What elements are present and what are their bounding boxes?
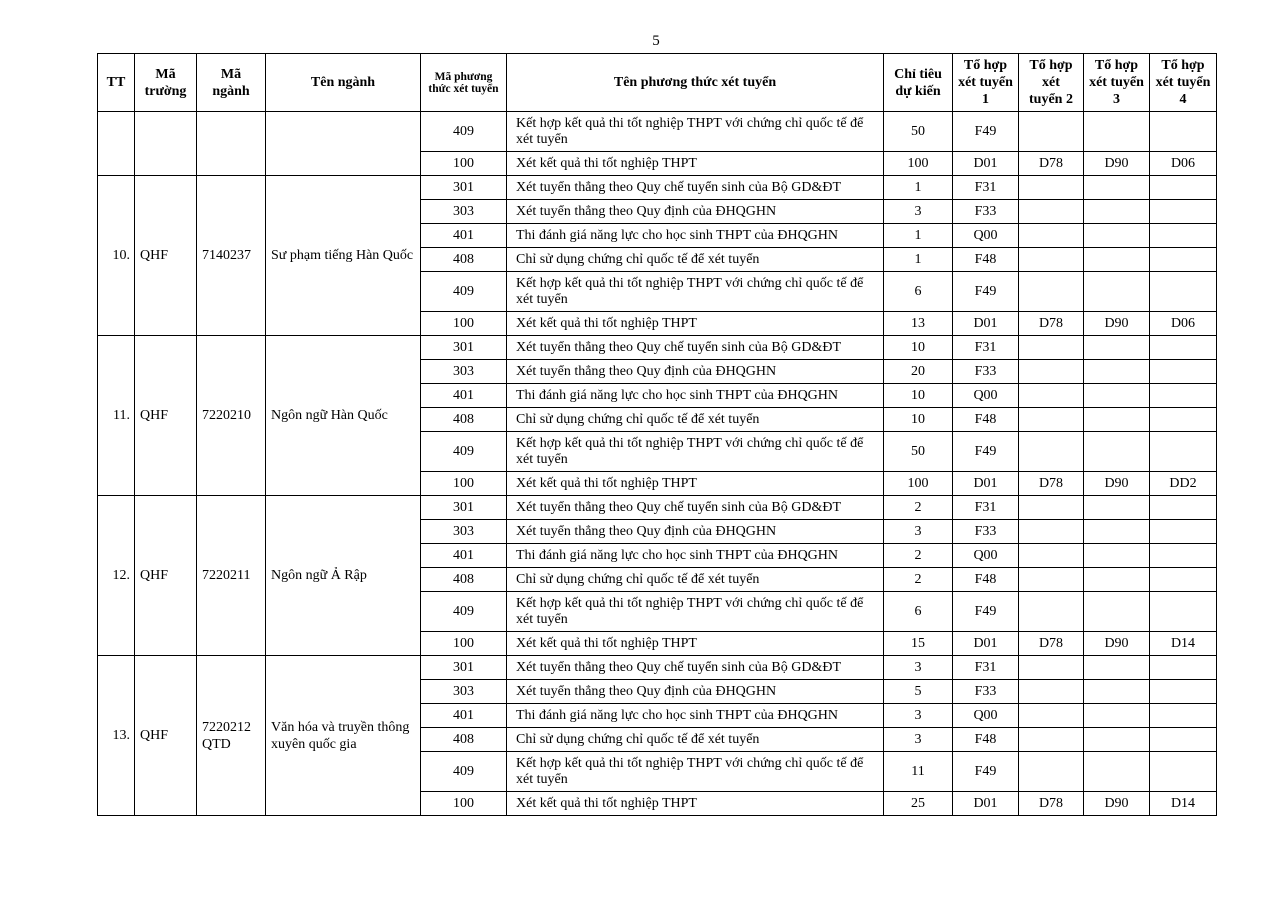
cell-to-hop-2 bbox=[1019, 224, 1084, 248]
cell-ten-phuong-thuc: Thi đánh giá năng lực cho học sinh THPT của ĐHQGHN bbox=[507, 384, 884, 408]
cell-to-hop-2 bbox=[1019, 752, 1084, 792]
cell-ma-phuong-thuc: 409 bbox=[421, 432, 507, 472]
cell-to-hop-1: F49 bbox=[953, 752, 1019, 792]
cell-to-hop-4 bbox=[1150, 408, 1217, 432]
cell-to-hop-2 bbox=[1019, 568, 1084, 592]
cell-to-hop-1: F31 bbox=[953, 656, 1019, 680]
cell-ten-phuong-thuc: Xét tuyển thẳng theo Quy chế tuyển sinh của Bộ GD&ĐT bbox=[507, 656, 884, 680]
cell-ten-phuong-thuc: Xét kết quả thi tốt nghiệp THPT bbox=[507, 792, 884, 816]
cell-to-hop-4 bbox=[1150, 568, 1217, 592]
header-ma-nganh: Mã ngành bbox=[197, 54, 266, 112]
cell-ma-phuong-thuc: 401 bbox=[421, 544, 507, 568]
cell-ten-phuong-thuc: Kết hợp kết quả thi tốt nghiệp THPT với chứng chỉ quốc tế để xét tuyển bbox=[507, 592, 884, 632]
cell-to-hop-4: D14 bbox=[1150, 792, 1217, 816]
cell-to-hop-1: F49 bbox=[953, 112, 1019, 152]
cell-to-hop-1: F31 bbox=[953, 176, 1019, 200]
cell-to-hop-2 bbox=[1019, 544, 1084, 568]
header-tt: TT bbox=[98, 54, 135, 112]
cell-chi-tieu: 50 bbox=[884, 112, 953, 152]
cell-to-hop-4 bbox=[1150, 360, 1217, 384]
cell-to-hop-4 bbox=[1150, 656, 1217, 680]
cell-to-hop-1: F33 bbox=[953, 520, 1019, 544]
cell-ma-truong: QHF bbox=[135, 656, 197, 816]
cell-ten-phuong-thuc: Chỉ sử dụng chứng chỉ quốc tế để xét tuyển bbox=[507, 248, 884, 272]
cell-tt: 10. bbox=[98, 176, 135, 336]
cell-to-hop-1: D01 bbox=[953, 632, 1019, 656]
cell-to-hop-1: F48 bbox=[953, 728, 1019, 752]
cell-tt: 12. bbox=[98, 496, 135, 656]
cell-to-hop-3: D90 bbox=[1084, 312, 1150, 336]
cell-ma-nganh: 7140237 bbox=[197, 176, 266, 336]
cell-chi-tieu: 5 bbox=[884, 680, 953, 704]
cell-ten-phuong-thuc: Thi đánh giá năng lực cho học sinh THPT của ĐHQGHN bbox=[507, 704, 884, 728]
cell-ma-truong: QHF bbox=[135, 176, 197, 336]
cell-ma-nganh: 7220210 bbox=[197, 336, 266, 496]
cell-ma-phuong-thuc: 301 bbox=[421, 336, 507, 360]
cell-to-hop-1: F48 bbox=[953, 408, 1019, 432]
cell-ma-truong bbox=[135, 112, 197, 176]
cell-to-hop-4 bbox=[1150, 752, 1217, 792]
table-row bbox=[98, 656, 1217, 680]
cell-to-hop-2 bbox=[1019, 704, 1084, 728]
cell-to-hop-2 bbox=[1019, 496, 1084, 520]
cell-to-hop-4 bbox=[1150, 520, 1217, 544]
cell-ten-nganh: Văn hóa và truyền thông xuyên quốc gia bbox=[266, 656, 421, 816]
cell-to-hop-3 bbox=[1084, 752, 1150, 792]
cell-ten-phuong-thuc: Kết hợp kết quả thi tốt nghiệp THPT với chứng chỉ quốc tế để xét tuyển bbox=[507, 752, 884, 792]
cell-ten-phuong-thuc: Chỉ sử dụng chứng chỉ quốc tế để xét tuyển bbox=[507, 408, 884, 432]
cell-ten-phuong-thuc: Xét tuyển thẳng theo Quy định của ĐHQGHN bbox=[507, 520, 884, 544]
cell-ten-phuong-thuc: Kết hợp kết quả thi tốt nghiệp THPT với chứng chỉ quốc tế để xét tuyển bbox=[507, 112, 884, 152]
cell-to-hop-4 bbox=[1150, 200, 1217, 224]
cell-chi-tieu: 10 bbox=[884, 384, 953, 408]
cell-to-hop-4 bbox=[1150, 272, 1217, 312]
cell-ma-phuong-thuc: 409 bbox=[421, 112, 507, 152]
cell-tt: 13. bbox=[98, 656, 135, 816]
cell-ma-phuong-thuc: 100 bbox=[421, 632, 507, 656]
cell-ten-phuong-thuc: Xét kết quả thi tốt nghiệp THPT bbox=[507, 472, 884, 496]
cell-to-hop-4 bbox=[1150, 176, 1217, 200]
cell-ma-phuong-thuc: 100 bbox=[421, 472, 507, 496]
cell-ma-phuong-thuc: 408 bbox=[421, 248, 507, 272]
cell-tt: 11. bbox=[98, 336, 135, 496]
cell-to-hop-1: D01 bbox=[953, 792, 1019, 816]
cell-chi-tieu: 3 bbox=[884, 200, 953, 224]
cell-to-hop-1: F31 bbox=[953, 336, 1019, 360]
table-row bbox=[98, 112, 1217, 152]
cell-ma-nganh: 7220212 QTD bbox=[197, 656, 266, 816]
cell-ten-phuong-thuc: Xét tuyển thẳng theo Quy chế tuyển sinh của Bộ GD&ĐT bbox=[507, 336, 884, 360]
cell-ma-phuong-thuc: 301 bbox=[421, 656, 507, 680]
cell-to-hop-3 bbox=[1084, 200, 1150, 224]
cell-to-hop-4 bbox=[1150, 704, 1217, 728]
cell-ten-phuong-thuc: Xét kết quả thi tốt nghiệp THPT bbox=[507, 312, 884, 336]
cell-ma-phuong-thuc: 409 bbox=[421, 592, 507, 632]
cell-chi-tieu: 2 bbox=[884, 544, 953, 568]
cell-ma-phuong-thuc: 301 bbox=[421, 176, 507, 200]
header-ma-phuong-thuc: Mã phương thức xét tuyển bbox=[421, 54, 507, 112]
cell-to-hop-2: D78 bbox=[1019, 632, 1084, 656]
cell-to-hop-1: F33 bbox=[953, 680, 1019, 704]
cell-to-hop-3 bbox=[1084, 592, 1150, 632]
cell-ma-phuong-thuc: 303 bbox=[421, 360, 507, 384]
cell-ma-phuong-thuc: 408 bbox=[421, 568, 507, 592]
header-ten-phuong-thuc: Tên phương thức xét tuyển bbox=[507, 54, 884, 112]
cell-to-hop-3 bbox=[1084, 568, 1150, 592]
cell-to-hop-2 bbox=[1019, 336, 1084, 360]
cell-ma-phuong-thuc: 100 bbox=[421, 152, 507, 176]
cell-to-hop-3 bbox=[1084, 704, 1150, 728]
page-number: 5 bbox=[652, 33, 660, 49]
cell-ten-phuong-thuc: Xét kết quả thi tốt nghiệp THPT bbox=[507, 152, 884, 176]
cell-to-hop-3 bbox=[1084, 176, 1150, 200]
cell-tt bbox=[98, 112, 135, 176]
cell-to-hop-3 bbox=[1084, 248, 1150, 272]
cell-to-hop-4 bbox=[1150, 728, 1217, 752]
table-row bbox=[98, 496, 1217, 520]
cell-ten-phuong-thuc: Xét kết quả thi tốt nghiệp THPT bbox=[507, 632, 884, 656]
cell-chi-tieu: 10 bbox=[884, 408, 953, 432]
cell-ma-phuong-thuc: 100 bbox=[421, 792, 507, 816]
cell-ten-phuong-thuc: Xét tuyển thẳng theo Quy định của ĐHQGHN bbox=[507, 680, 884, 704]
header-ten-nganh: Tên ngành bbox=[266, 54, 421, 112]
header-to-hop-3: Tổ hợp xét tuyển 3 bbox=[1084, 54, 1150, 112]
cell-ten-phuong-thuc: Xét tuyển thẳng theo Quy chế tuyển sinh của Bộ GD&ĐT bbox=[507, 176, 884, 200]
cell-to-hop-3 bbox=[1084, 432, 1150, 472]
cell-to-hop-3 bbox=[1084, 112, 1150, 152]
cell-to-hop-1: Q00 bbox=[953, 544, 1019, 568]
cell-to-hop-3 bbox=[1084, 656, 1150, 680]
header-to-hop-4: Tổ hợp xét tuyển 4 bbox=[1150, 54, 1217, 112]
cell-to-hop-3 bbox=[1084, 272, 1150, 312]
cell-to-hop-1: F49 bbox=[953, 432, 1019, 472]
cell-to-hop-3 bbox=[1084, 408, 1150, 432]
cell-chi-tieu: 3 bbox=[884, 704, 953, 728]
cell-ten-phuong-thuc: Xét tuyển thẳng theo Quy chế tuyển sinh của Bộ GD&ĐT bbox=[507, 496, 884, 520]
cell-ten-phuong-thuc: Xét tuyển thẳng theo Quy định của ĐHQGHN bbox=[507, 200, 884, 224]
cell-chi-tieu: 6 bbox=[884, 272, 953, 312]
cell-to-hop-4 bbox=[1150, 248, 1217, 272]
cell-chi-tieu: 3 bbox=[884, 520, 953, 544]
cell-to-hop-1: F33 bbox=[953, 200, 1019, 224]
cell-chi-tieu: 1 bbox=[884, 248, 953, 272]
cell-to-hop-1: D01 bbox=[953, 472, 1019, 496]
cell-to-hop-4 bbox=[1150, 336, 1217, 360]
cell-ten-phuong-thuc: Thi đánh giá năng lực cho học sinh THPT của ĐHQGHN bbox=[507, 544, 884, 568]
cell-chi-tieu: 100 bbox=[884, 472, 953, 496]
cell-chi-tieu: 2 bbox=[884, 568, 953, 592]
header-ma-truong: Mã trường bbox=[135, 54, 197, 112]
cell-to-hop-2 bbox=[1019, 248, 1084, 272]
cell-ma-phuong-thuc: 401 bbox=[421, 384, 507, 408]
cell-chi-tieu: 15 bbox=[884, 632, 953, 656]
cell-ma-truong: QHF bbox=[135, 336, 197, 496]
cell-chi-tieu: 1 bbox=[884, 224, 953, 248]
cell-chi-tieu: 10 bbox=[884, 336, 953, 360]
cell-to-hop-2: D78 bbox=[1019, 472, 1084, 496]
cell-ten-phuong-thuc: Chỉ sử dụng chứng chỉ quốc tế để xét tuyển bbox=[507, 728, 884, 752]
cell-chi-tieu: 3 bbox=[884, 728, 953, 752]
admission-table bbox=[97, 53, 1217, 816]
cell-to-hop-4: DD2 bbox=[1150, 472, 1217, 496]
cell-ten-nganh: Ngôn ngữ Hàn Quốc bbox=[266, 336, 421, 496]
cell-to-hop-1: F33 bbox=[953, 360, 1019, 384]
cell-ten-nganh: Sư phạm tiếng Hàn Quốc bbox=[266, 176, 421, 336]
cell-ma-nganh bbox=[197, 112, 266, 176]
cell-to-hop-1: F49 bbox=[953, 272, 1019, 312]
cell-chi-tieu: 100 bbox=[884, 152, 953, 176]
cell-ten-nganh: Ngôn ngữ Ả Rập bbox=[266, 496, 421, 656]
cell-to-hop-2 bbox=[1019, 200, 1084, 224]
cell-ma-phuong-thuc: 408 bbox=[421, 408, 507, 432]
cell-to-hop-1: D01 bbox=[953, 152, 1019, 176]
cell-chi-tieu: 11 bbox=[884, 752, 953, 792]
cell-ten-phuong-thuc: Thi đánh giá năng lực cho học sinh THPT của ĐHQGHN bbox=[507, 224, 884, 248]
cell-to-hop-3 bbox=[1084, 520, 1150, 544]
cell-to-hop-1: F48 bbox=[953, 568, 1019, 592]
cell-ma-phuong-thuc: 303 bbox=[421, 200, 507, 224]
cell-ma-phuong-thuc: 401 bbox=[421, 704, 507, 728]
header-to-hop-1: Tổ hợp xét tuyển 1 bbox=[953, 54, 1019, 112]
cell-to-hop-1: Q00 bbox=[953, 224, 1019, 248]
cell-to-hop-2 bbox=[1019, 592, 1084, 632]
cell-to-hop-4 bbox=[1150, 544, 1217, 568]
table-row bbox=[98, 336, 1217, 360]
cell-chi-tieu: 20 bbox=[884, 360, 953, 384]
cell-to-hop-4 bbox=[1150, 496, 1217, 520]
cell-chi-tieu: 3 bbox=[884, 656, 953, 680]
cell-to-hop-2 bbox=[1019, 176, 1084, 200]
cell-to-hop-2: D78 bbox=[1019, 792, 1084, 816]
cell-chi-tieu: 2 bbox=[884, 496, 953, 520]
cell-to-hop-3 bbox=[1084, 496, 1150, 520]
cell-to-hop-4 bbox=[1150, 224, 1217, 248]
table-body bbox=[98, 112, 1217, 816]
cell-to-hop-2 bbox=[1019, 112, 1084, 152]
cell-ma-phuong-thuc: 301 bbox=[421, 496, 507, 520]
cell-to-hop-3 bbox=[1084, 336, 1150, 360]
cell-ma-phuong-thuc: 409 bbox=[421, 272, 507, 312]
header-chi-tieu: Chỉ tiêu dự kiến bbox=[884, 54, 953, 112]
cell-to-hop-3: D90 bbox=[1084, 472, 1150, 496]
cell-to-hop-1: F49 bbox=[953, 592, 1019, 632]
cell-to-hop-3 bbox=[1084, 728, 1150, 752]
cell-to-hop-2 bbox=[1019, 432, 1084, 472]
cell-to-hop-3: D90 bbox=[1084, 792, 1150, 816]
cell-to-hop-2 bbox=[1019, 272, 1084, 312]
cell-ma-phuong-thuc: 303 bbox=[421, 680, 507, 704]
cell-to-hop-4: D06 bbox=[1150, 312, 1217, 336]
header-to-hop-2: Tổ hợp xét tuyển 2 bbox=[1019, 54, 1084, 112]
cell-to-hop-3 bbox=[1084, 384, 1150, 408]
cell-to-hop-2 bbox=[1019, 384, 1084, 408]
cell-to-hop-2 bbox=[1019, 680, 1084, 704]
cell-to-hop-1: F31 bbox=[953, 496, 1019, 520]
cell-to-hop-2 bbox=[1019, 728, 1084, 752]
cell-ma-truong: QHF bbox=[135, 496, 197, 656]
cell-to-hop-3: D90 bbox=[1084, 152, 1150, 176]
cell-chi-tieu: 1 bbox=[884, 176, 953, 200]
cell-ma-phuong-thuc: 409 bbox=[421, 752, 507, 792]
cell-ten-nganh bbox=[266, 112, 421, 176]
cell-ten-phuong-thuc: Kết hợp kết quả thi tốt nghiệp THPT với chứng chỉ quốc tế để xét tuyển bbox=[507, 432, 884, 472]
cell-ma-phuong-thuc: 401 bbox=[421, 224, 507, 248]
cell-to-hop-2 bbox=[1019, 408, 1084, 432]
table-row bbox=[98, 176, 1217, 200]
cell-ten-phuong-thuc: Chỉ sử dụng chứng chỉ quốc tế để xét tuyển bbox=[507, 568, 884, 592]
cell-to-hop-1: Q00 bbox=[953, 384, 1019, 408]
cell-chi-tieu: 50 bbox=[884, 432, 953, 472]
cell-to-hop-4: D06 bbox=[1150, 152, 1217, 176]
cell-to-hop-3 bbox=[1084, 224, 1150, 248]
cell-to-hop-1: F48 bbox=[953, 248, 1019, 272]
cell-to-hop-4 bbox=[1150, 432, 1217, 472]
cell-ten-phuong-thuc: Xét tuyển thẳng theo Quy định của ĐHQGHN bbox=[507, 360, 884, 384]
cell-to-hop-3 bbox=[1084, 544, 1150, 568]
cell-to-hop-2 bbox=[1019, 520, 1084, 544]
cell-to-hop-3 bbox=[1084, 360, 1150, 384]
cell-to-hop-4 bbox=[1150, 384, 1217, 408]
cell-chi-tieu: 13 bbox=[884, 312, 953, 336]
cell-to-hop-2 bbox=[1019, 360, 1084, 384]
cell-to-hop-1: Q00 bbox=[953, 704, 1019, 728]
cell-ma-nganh: 7220211 bbox=[197, 496, 266, 656]
cell-ten-phuong-thuc: Kết hợp kết quả thi tốt nghiệp THPT với chứng chỉ quốc tế để xét tuyển bbox=[507, 272, 884, 312]
cell-to-hop-2: D78 bbox=[1019, 312, 1084, 336]
cell-to-hop-4 bbox=[1150, 592, 1217, 632]
cell-to-hop-2 bbox=[1019, 656, 1084, 680]
cell-to-hop-4 bbox=[1150, 680, 1217, 704]
cell-chi-tieu: 6 bbox=[884, 592, 953, 632]
cell-chi-tieu: 25 bbox=[884, 792, 953, 816]
cell-ma-phuong-thuc: 303 bbox=[421, 520, 507, 544]
cell-to-hop-4 bbox=[1150, 112, 1217, 152]
cell-to-hop-2: D78 bbox=[1019, 152, 1084, 176]
header-row bbox=[98, 54, 1217, 112]
cell-ma-phuong-thuc: 408 bbox=[421, 728, 507, 752]
cell-ma-phuong-thuc: 100 bbox=[421, 312, 507, 336]
cell-to-hop-3 bbox=[1084, 680, 1150, 704]
cell-to-hop-1: D01 bbox=[953, 312, 1019, 336]
cell-to-hop-4: D14 bbox=[1150, 632, 1217, 656]
cell-to-hop-3: D90 bbox=[1084, 632, 1150, 656]
